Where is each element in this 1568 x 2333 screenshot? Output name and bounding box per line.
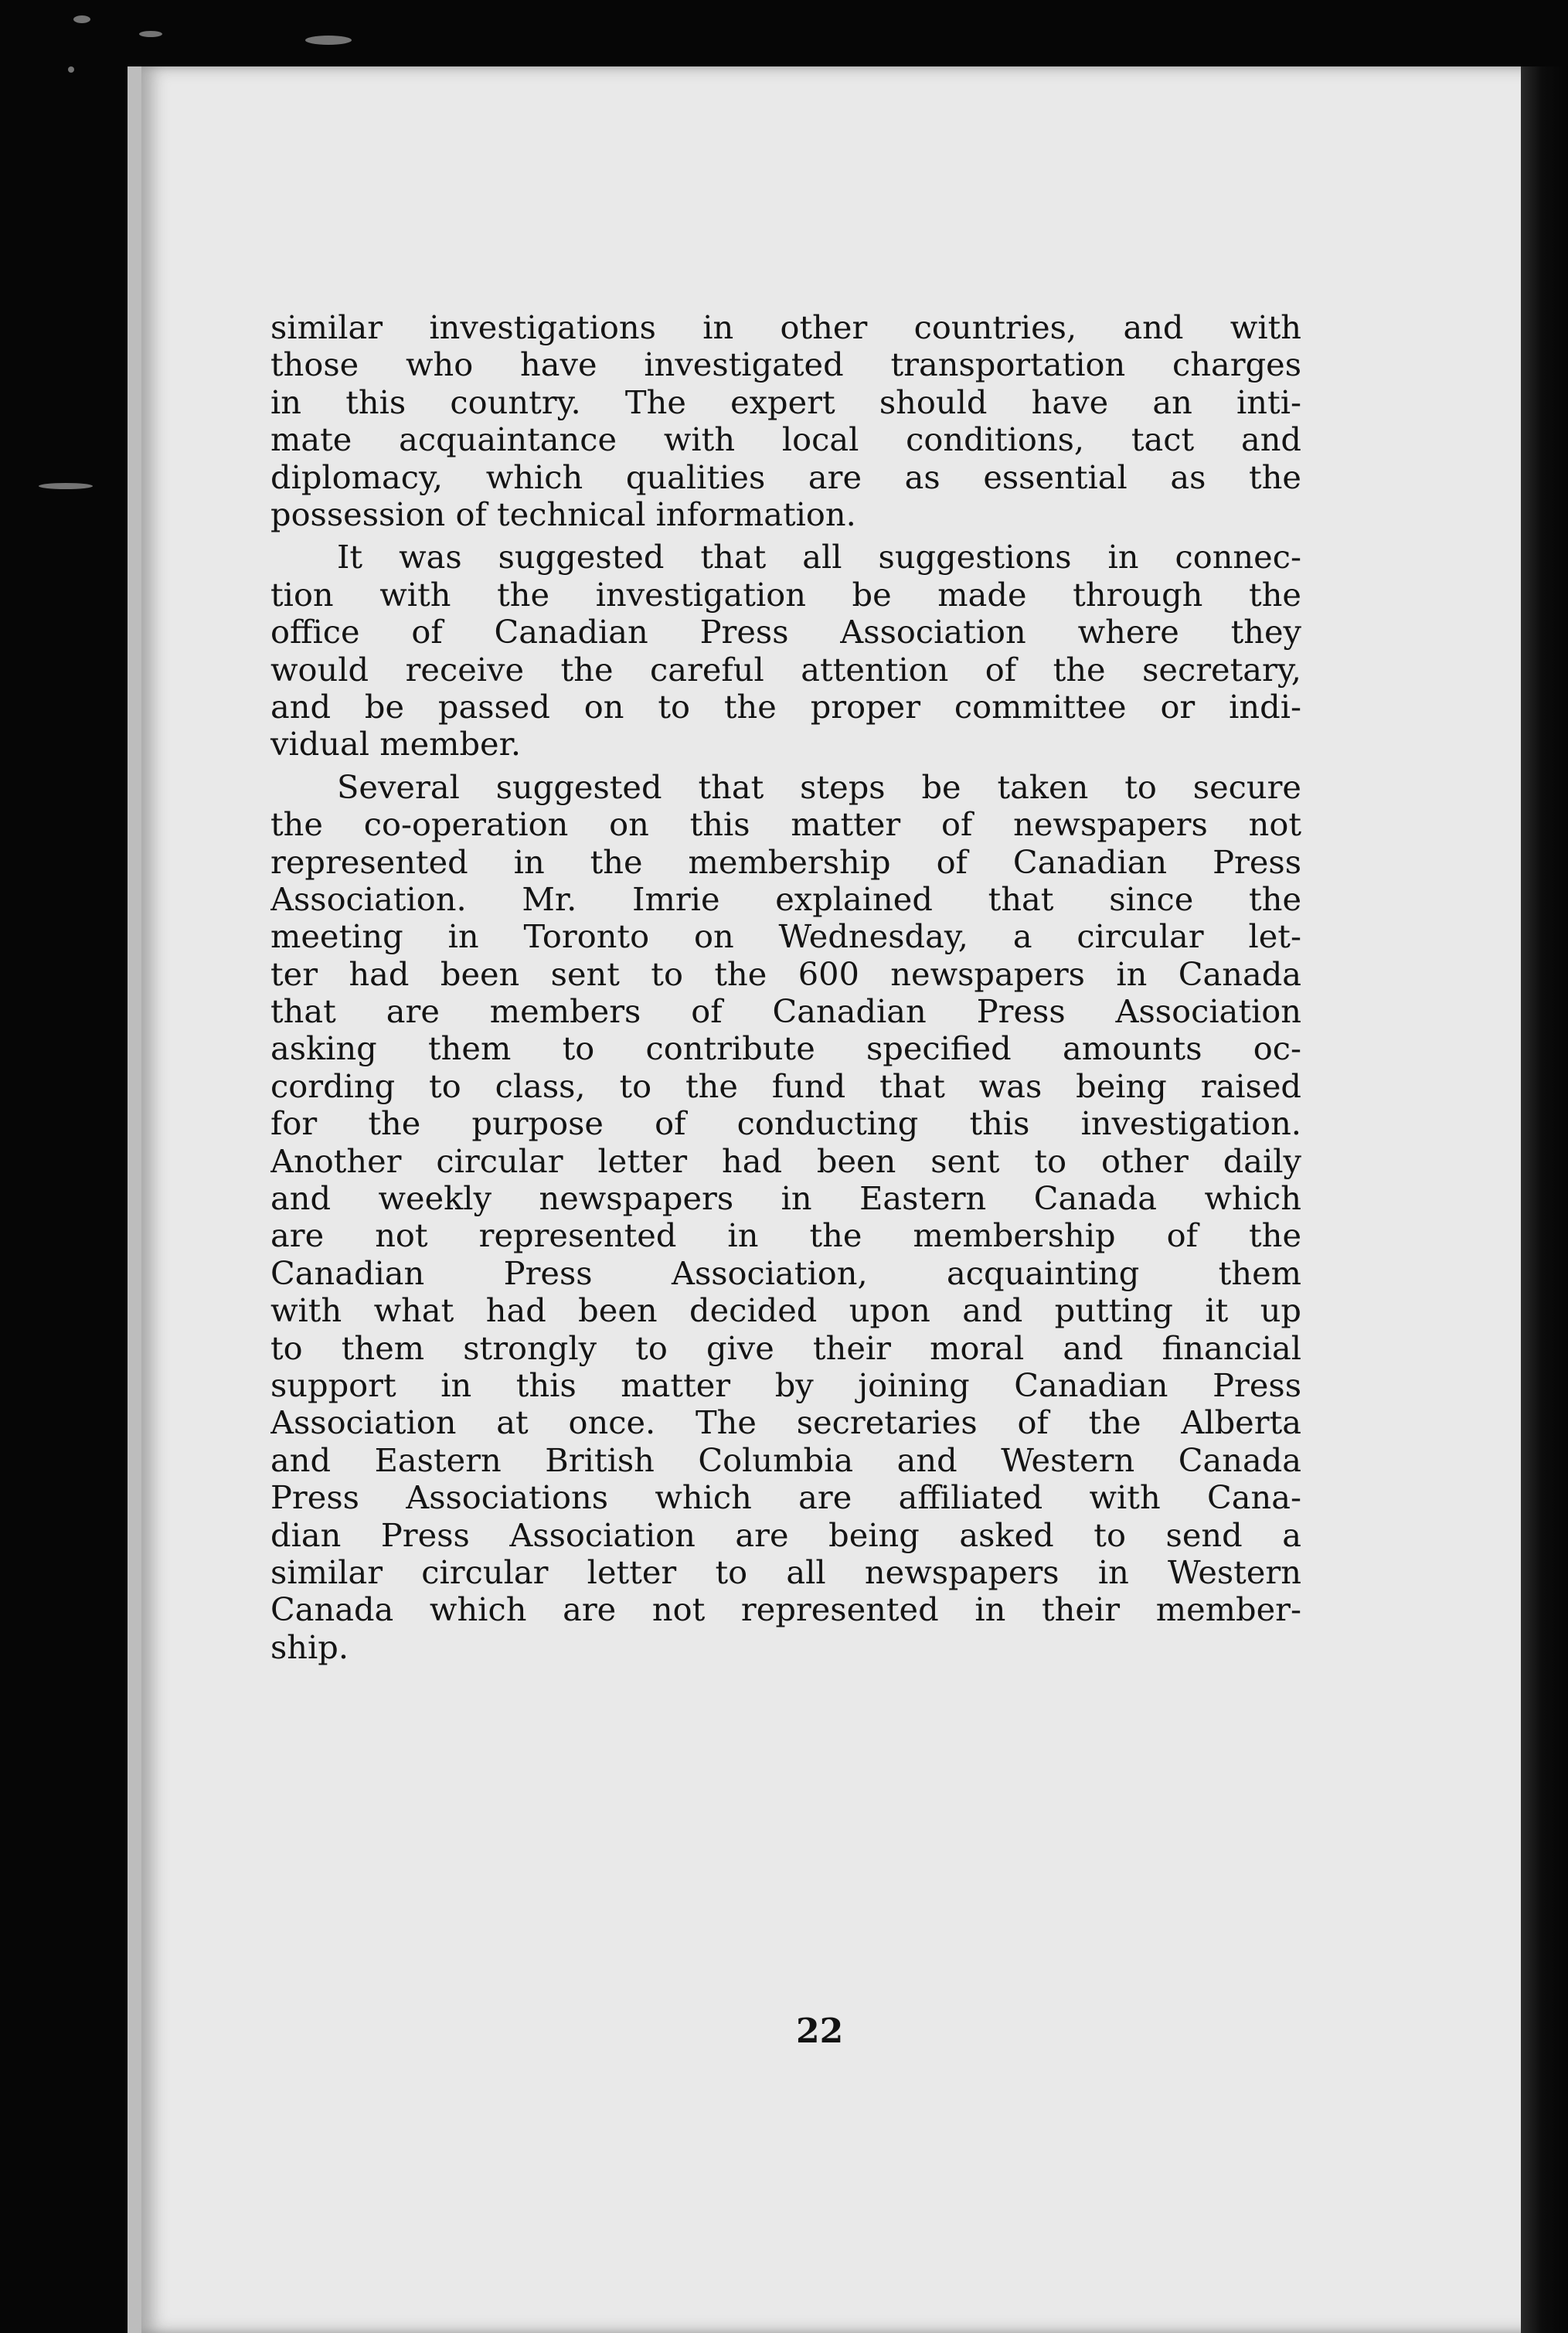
paragraph xyxy=(270,309,1301,533)
text-line: diplomacy, which qualities are as essential as the xyxy=(270,458,1301,496)
paragraph xyxy=(270,769,1301,1666)
text-line: that are members of Canadian Press Association xyxy=(270,993,1301,1031)
text-line: Association. Mr. Imrie explained that since the xyxy=(270,880,1301,918)
text-line: Canadian Press Association, acquainting them xyxy=(270,1254,1301,1292)
text-line: possession of technical information. xyxy=(270,495,856,533)
scan-speck xyxy=(39,483,93,489)
text-line: Canada which are not represented in their member- xyxy=(270,1591,1301,1629)
text-line: dian Press Association are being asked to send a xyxy=(270,1516,1301,1554)
scan-speck xyxy=(73,15,90,23)
text-line: the co-operation on this matter of newspapers not xyxy=(270,806,1301,844)
text-line: would receive the careful attention of the secretary, xyxy=(270,651,1301,689)
text-line: and Eastern British Columbia and Western Canada xyxy=(270,1441,1301,1479)
text-line: Several suggested that steps be taken to secure xyxy=(337,768,1301,806)
scan-speck xyxy=(305,36,352,45)
text-line: and be passed on to the proper committee or indi- xyxy=(270,688,1301,726)
text-line: in this country. The expert should have an inti- xyxy=(270,383,1301,421)
text-line: ter had been sent to the 600 newspapers in Canada xyxy=(270,955,1301,993)
text-line: are not represented in the membership of the xyxy=(270,1217,1301,1255)
text-line: Association at once. The secretaries of the Alberta xyxy=(270,1404,1301,1442)
text-line: ship. xyxy=(270,1627,349,1666)
text-line: similar circular letter to all newspapers in Western xyxy=(270,1553,1301,1591)
scan-speck xyxy=(139,31,162,37)
text-line: with what had been decided upon and putting it up xyxy=(270,1292,1301,1330)
text-line: It was suggested that all suggestions in connec- xyxy=(337,539,1301,576)
scan-speck xyxy=(68,66,74,73)
text-line: Press Associations which are affiliated with Cana- xyxy=(270,1479,1301,1517)
text-line: to them strongly to give their moral and financial xyxy=(270,1329,1301,1367)
text-line: represented in the membership of Canadian Press xyxy=(270,843,1301,881)
text-line: mate acquaintance with local conditions, tact and xyxy=(270,421,1301,459)
text-line: meeting in Toronto on Wednesday, a circular let- xyxy=(270,918,1301,956)
text-line: those who have investigated transportation charges xyxy=(270,346,1301,384)
text-line: office of Canadian Press Association where they xyxy=(270,614,1301,651)
text-line: and weekly newspapers in Eastern Canada which xyxy=(270,1180,1301,1218)
book-edge xyxy=(1521,66,1568,2333)
page-number: 22 xyxy=(796,2012,844,2051)
text-line: support in this matter by joining Canadian Press xyxy=(270,1366,1301,1404)
text-line: Another circular letter had been sent to other daily xyxy=(270,1142,1301,1180)
text-line: for the purpose of conducting this investigation. xyxy=(270,1105,1301,1143)
text-line: similar investigations in other countries, and with xyxy=(270,309,1301,346)
body-text xyxy=(270,309,1301,1672)
text-line: cording to class, to the fund that was being raised xyxy=(270,1067,1301,1105)
text-line: vidual member. xyxy=(270,725,522,763)
text-line: asking them to contribute specified amounts oc- xyxy=(270,1030,1301,1068)
paragraph xyxy=(270,539,1301,763)
text-line: tion with the investigation be made through the xyxy=(270,576,1301,614)
